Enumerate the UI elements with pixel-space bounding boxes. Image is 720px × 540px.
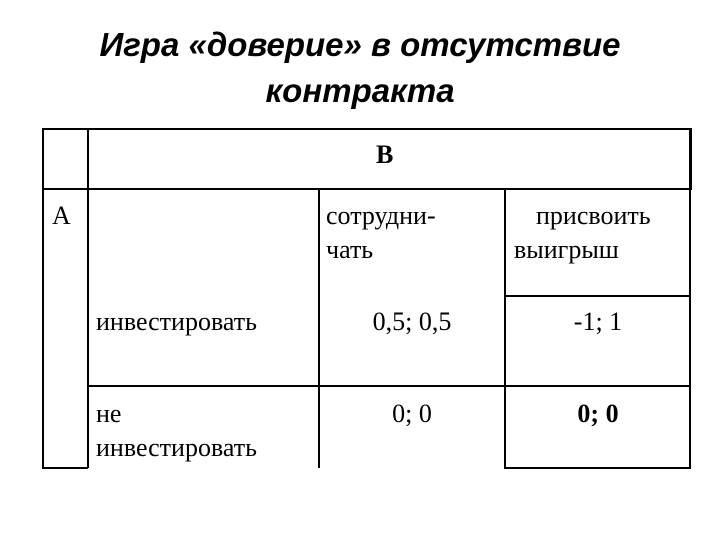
row-separator [504, 295, 691, 297]
player-a-label: А [52, 201, 71, 230]
payoff-cell: 0; 0 [392, 399, 432, 428]
col-header-cooperate: сотрудни- чать [326, 201, 436, 264]
table-top-border [42, 128, 692, 130]
table-bottom-left-stub [42, 467, 88, 469]
row-separator [88, 385, 691, 387]
table-left-border [42, 128, 44, 468]
player-a-divider [87, 128, 89, 468]
table-right-border-top [689, 128, 692, 189]
title-line-1: Игра «доверие» в отсутствие [99, 26, 621, 63]
col-header-appropriate: присвоить выигрыш [514, 201, 651, 264]
payoff-cell: -1; 1 [573, 307, 623, 336]
slide-title [40, 22, 680, 114]
header-separator [42, 188, 692, 190]
payoff-cell: 0,5; 0,5 [372, 307, 452, 336]
player-b-label: В [376, 140, 394, 169]
row-label-invest: инвестировать [96, 307, 257, 336]
row-separator [504, 467, 691, 469]
title-line-2: контракта [265, 72, 455, 109]
row-label-not-invest: не инвестировать [96, 399, 257, 462]
payoff-cell-equilibrium: 0; 0 [577, 399, 619, 428]
